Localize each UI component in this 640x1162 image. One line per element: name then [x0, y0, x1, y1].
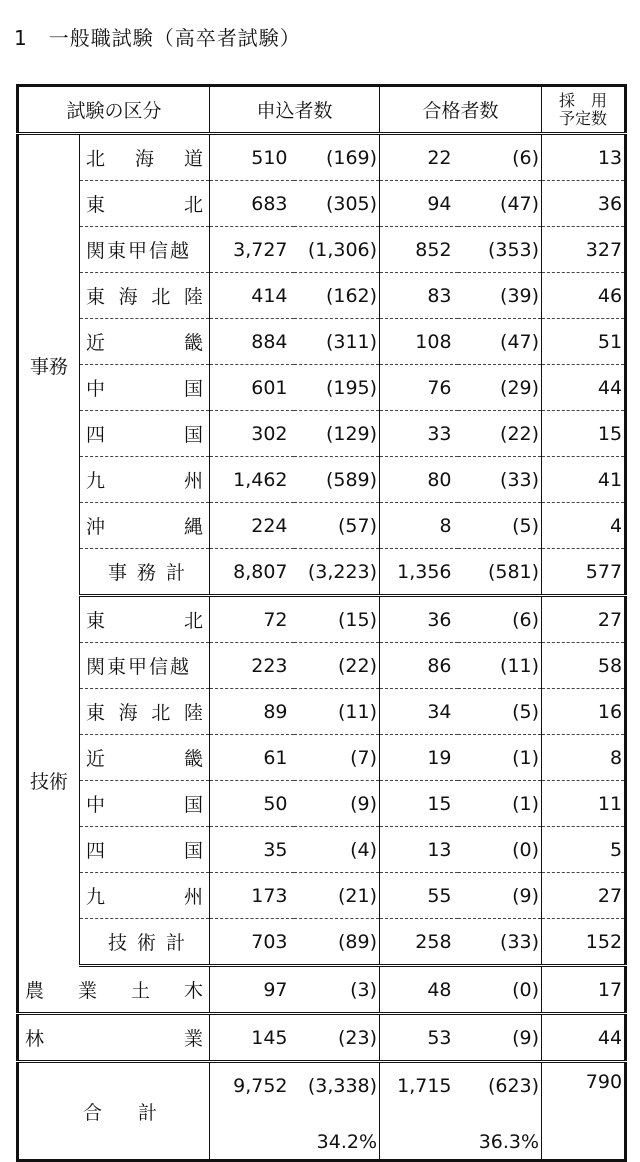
region-char: 国: [184, 378, 204, 400]
region-char: 北: [151, 702, 171, 724]
header-row: [18, 86, 626, 134]
applicants-value: 35: [210, 827, 294, 873]
region-char: 国: [184, 424, 204, 446]
applicants-female-value: (3): [294, 966, 380, 1014]
nogyo-label: [18, 966, 210, 1014]
region-label: 関東甲信越: [86, 656, 192, 678]
applicants-female-value: (89): [294, 919, 380, 966]
region-char: 畿: [184, 332, 204, 354]
table-row: [18, 319, 626, 365]
header-plan-line2: 予定数: [559, 108, 608, 128]
region-char: 四: [86, 840, 106, 862]
plan-value: 4: [542, 503, 626, 549]
region-char: 農: [25, 980, 45, 1002]
region-char: 近: [86, 748, 106, 770]
plan-value: 36: [542, 181, 626, 227]
plan-value: 5: [542, 827, 626, 873]
subtotal-text: 技 術 計: [108, 932, 188, 954]
table-row: [18, 457, 626, 503]
region-cell: [80, 273, 210, 319]
passers-female-value: (39): [458, 273, 542, 319]
applicants-female-value: (4): [294, 827, 380, 873]
applicants-value: 601: [210, 365, 294, 411]
total-plan-value: 790: [585, 1071, 623, 1093]
passers-female-value: (581): [458, 549, 542, 596]
region-char: 畿: [184, 748, 204, 770]
applicants-value: 884: [210, 319, 294, 365]
total-passers-pct-spacer: [380, 1108, 458, 1161]
table-row: [18, 596, 626, 643]
header-plan: [542, 86, 626, 134]
applicants-value: 72: [210, 596, 294, 643]
passers-value: 94: [380, 181, 458, 227]
passers-female-value: (6): [458, 134, 542, 181]
total-row: [18, 1062, 626, 1109]
region-char: 北: [184, 194, 204, 216]
passers-female-value: (1): [458, 781, 542, 827]
passers-value: 83: [380, 273, 458, 319]
exam-results-table: [16, 84, 627, 1162]
applicants-value: 61: [210, 735, 294, 781]
ringyo-label: [18, 1014, 210, 1062]
plan-value: 44: [542, 1014, 626, 1062]
region-char: 縄: [184, 516, 204, 538]
region-char: 四: [86, 424, 106, 446]
nogyo-row: [18, 966, 626, 1014]
plan-value: 27: [542, 873, 626, 919]
region-cell: [80, 503, 210, 549]
passers-female-value: (9): [458, 1014, 542, 1062]
region-label: 関東甲信越: [86, 240, 192, 262]
passers-value: 48: [380, 966, 458, 1014]
region-cell: [80, 319, 210, 365]
passers-female-value: (29): [458, 365, 542, 411]
ringyo-row: [18, 1014, 626, 1062]
applicants-value: 1,462: [210, 457, 294, 503]
total-applicants-female-value: (3,338): [294, 1062, 380, 1109]
region-char: 陸: [183, 702, 203, 724]
region-char: 東: [86, 286, 106, 308]
jimu-subtotal-label: [80, 549, 210, 596]
total-label: [18, 1062, 210, 1161]
region-char: 木: [184, 980, 204, 1002]
passers-value: 33: [380, 411, 458, 457]
applicants-value: 510: [210, 134, 294, 181]
passers-value: 8: [380, 503, 458, 549]
region-cell: [80, 411, 210, 457]
applicants-female-value: (129): [294, 411, 380, 457]
passers-value: 19: [380, 735, 458, 781]
applicants-female-value: (3,223): [294, 549, 380, 596]
passers-value: 258: [380, 919, 458, 966]
passers-value: 15: [380, 781, 458, 827]
region-char: 九: [86, 886, 106, 908]
gijutsu-subtotal-label: [80, 919, 210, 966]
applicants-value: 223: [210, 643, 294, 689]
passers-female-value: (5): [458, 689, 542, 735]
applicants-female-value: (23): [294, 1014, 380, 1062]
region-cell: [80, 827, 210, 873]
region-char: 陸: [183, 286, 203, 308]
applicants-female-value: (7): [294, 735, 380, 781]
applicants-value: 145: [210, 1014, 294, 1062]
header-applicants: 申込者数: [210, 86, 380, 134]
table-row: [18, 134, 626, 181]
region-char: 業: [184, 1028, 204, 1050]
total-applicants-value: 9,752: [233, 1074, 288, 1097]
total-applicants-pct-spacer: [210, 1108, 294, 1161]
applicants-female-value: (22): [294, 643, 380, 689]
region-char: 北: [151, 286, 171, 308]
region-char: 東: [86, 194, 106, 216]
plan-value: 46: [542, 273, 626, 319]
table-row: [18, 411, 626, 457]
region-char: 海: [118, 286, 138, 308]
subtotal-text: 事 務 計: [108, 562, 188, 584]
applicants-value: 3,727: [210, 227, 294, 273]
plan-value: 8: [542, 735, 626, 781]
plan-value: 11: [542, 781, 626, 827]
region-char: 州: [184, 470, 204, 492]
table-row: [18, 273, 626, 319]
applicants-female-value: (162): [294, 273, 380, 319]
region-char: 海: [118, 702, 138, 724]
plan-value: 41: [542, 457, 626, 503]
region-char: 州: [184, 886, 204, 908]
gijutsu-subtotal-row: [18, 919, 626, 966]
applicants-value: 8,807: [210, 549, 294, 596]
jimu-category-label: 事務: [18, 134, 80, 596]
page-title: 1 一般職試験（高卒者試験）: [14, 26, 301, 50]
total-passers-pct: 36.3%: [458, 1108, 542, 1161]
region-char: 林: [25, 1028, 45, 1050]
table-row: [18, 827, 626, 873]
applicants-value: 97: [210, 966, 294, 1014]
applicants-female-value: (9): [294, 781, 380, 827]
applicants-female-value: (169): [294, 134, 380, 181]
region-cell: [80, 365, 210, 411]
passers-female-value: (0): [458, 966, 542, 1014]
applicants-female-value: (21): [294, 873, 380, 919]
table-row: [18, 643, 626, 689]
region-cell: [80, 873, 210, 919]
passers-female-value: (47): [458, 181, 542, 227]
plan-value: 577: [542, 549, 626, 596]
region-cell: [80, 781, 210, 827]
region-char: 東: [86, 610, 106, 632]
table-row: [18, 735, 626, 781]
passers-female-value: (22): [458, 411, 542, 457]
passers-female-value: (1): [458, 735, 542, 781]
table-row: [18, 181, 626, 227]
jimu-subtotal-row: [18, 549, 626, 596]
table-row: [18, 365, 626, 411]
applicants-female-value: (589): [294, 457, 380, 503]
passers-female-value: (5): [458, 503, 542, 549]
total-char: 計: [138, 1101, 158, 1124]
passers-female-value: (11): [458, 643, 542, 689]
applicants-value: 89: [210, 689, 294, 735]
applicants-value: 224: [210, 503, 294, 549]
table-row: [18, 781, 626, 827]
region-cell: [80, 643, 210, 689]
region-char: 九: [86, 470, 106, 492]
passers-female-value: (33): [458, 919, 542, 966]
region-cell: [80, 457, 210, 503]
passers-value: 53: [380, 1014, 458, 1062]
region-char: 中: [86, 794, 106, 816]
plan-value: 58: [542, 643, 626, 689]
applicants-female-value: (311): [294, 319, 380, 365]
region-cell: [80, 227, 210, 273]
passers-value: 108: [380, 319, 458, 365]
region-cell: [80, 134, 210, 181]
passers-value: 36: [380, 596, 458, 643]
total-char: 合: [83, 1101, 103, 1124]
total-passers-female-value: (623): [458, 1062, 542, 1109]
region-char: 中: [86, 378, 106, 400]
passers-value: 1,356: [380, 549, 458, 596]
region-char: 土: [131, 980, 151, 1002]
total-applicants-pct: 34.2%: [294, 1108, 380, 1161]
plan-value: 44: [542, 365, 626, 411]
plan-value: 16: [542, 689, 626, 735]
region-char: 東: [86, 702, 106, 724]
plan-value: 17: [542, 966, 626, 1014]
plan-value: 15: [542, 411, 626, 457]
applicants-female-value: (1,306): [294, 227, 380, 273]
applicants-female-value: (57): [294, 503, 380, 549]
plan-value: 13: [542, 134, 626, 181]
region-cell: [80, 689, 210, 735]
region-cell: [80, 735, 210, 781]
region-char: 北: [86, 148, 106, 170]
passers-female-value: (47): [458, 319, 542, 365]
passers-value: 34: [380, 689, 458, 735]
applicants-female-value: (195): [294, 365, 380, 411]
plan-value: 51: [542, 319, 626, 365]
applicants-value: 703: [210, 919, 294, 966]
applicants-value: 50: [210, 781, 294, 827]
gijutsu-category-label: 技術: [18, 596, 80, 966]
region-char: 海: [135, 148, 155, 170]
total-passers-value: 1,715: [397, 1074, 452, 1097]
passers-value: 80: [380, 457, 458, 503]
region-char: 近: [86, 332, 106, 354]
region-char: 業: [78, 980, 98, 1002]
applicants-female-value: (15): [294, 596, 380, 643]
plan-value: 327: [542, 227, 626, 273]
passers-value: 55: [380, 873, 458, 919]
passers-value: 22: [380, 134, 458, 181]
region-char: 北: [184, 610, 204, 632]
applicants-female-value: (305): [294, 181, 380, 227]
region-char: 沖: [86, 516, 106, 538]
header-category: 試験の区分: [18, 86, 210, 134]
passers-value: 76: [380, 365, 458, 411]
table-row: [18, 503, 626, 549]
applicants-value: 302: [210, 411, 294, 457]
passers-value: 852: [380, 227, 458, 273]
applicants-female-value: (11): [294, 689, 380, 735]
header-passers: 合格者数: [380, 86, 542, 134]
applicants-value: 173: [210, 873, 294, 919]
table-row: [18, 689, 626, 735]
region-char: 道: [184, 148, 204, 170]
region-char: 国: [184, 794, 204, 816]
region-char: 国: [184, 840, 204, 862]
passers-value: 86: [380, 643, 458, 689]
table-row: [18, 873, 626, 919]
passers-female-value: (0): [458, 827, 542, 873]
applicants-value: 414: [210, 273, 294, 319]
plan-value: 27: [542, 596, 626, 643]
passers-female-value: (33): [458, 457, 542, 503]
passers-value: 13: [380, 827, 458, 873]
region-cell: [80, 596, 210, 643]
header-plan-line1: 採 用: [559, 90, 608, 110]
applicants-value: 683: [210, 181, 294, 227]
passers-female-value: (6): [458, 596, 542, 643]
region-cell: [80, 181, 210, 227]
passers-female-value: (353): [458, 227, 542, 273]
passers-female-value: (9): [458, 873, 542, 919]
plan-value: 152: [542, 919, 626, 966]
table-row: [18, 227, 626, 273]
